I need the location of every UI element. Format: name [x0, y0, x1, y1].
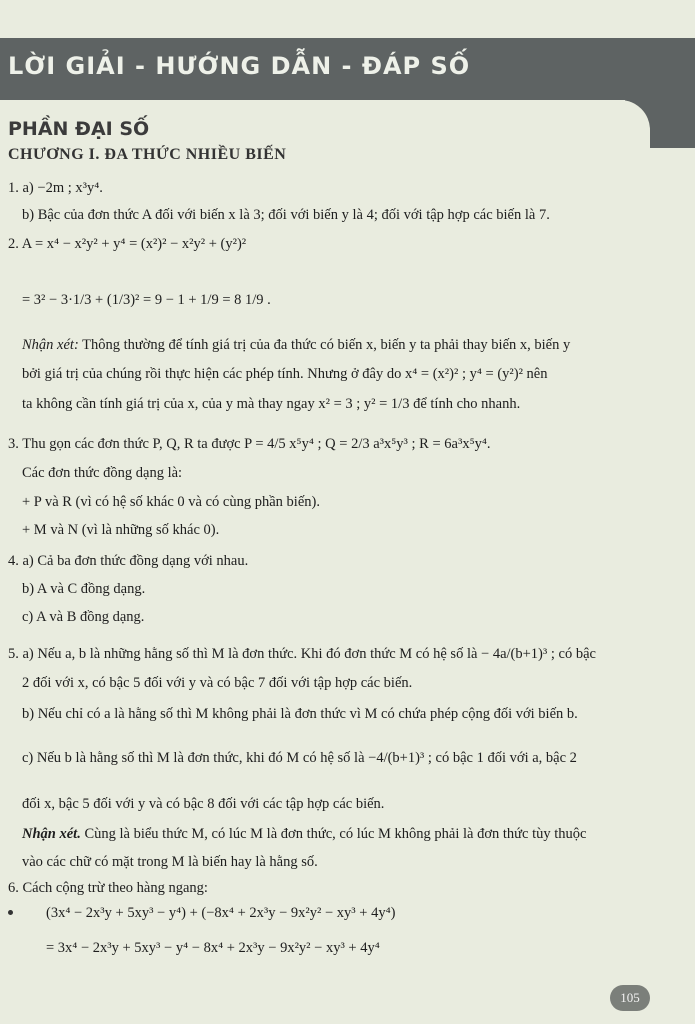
- answer-1b: b) Bậc của đơn thức A đối với biến x là 3; đối với biến y là 4; đối với tập hợp các biến là 7.: [22, 207, 550, 223]
- remark-1-label: Nhận xét:: [22, 337, 79, 353]
- answer-6c: = 3x⁴ − 2x³y + 5xy³ − y⁴ − 8x⁴ + 2x³y − 9x²y² − xy³ + 4y⁴: [46, 940, 380, 956]
- answer-3c: + P và R (vì có hệ số khác 0 và có cùng phần biến).: [22, 494, 320, 510]
- answer-5c: b) Nếu chỉ có a là hằng số thì M không phải là đơn thức vì M có chứa phép cộng đối với biến b.: [22, 706, 578, 722]
- answer-5e: đối x, bậc 5 đối với y và có bậc 8 đối với các tập hợp các biến.: [22, 796, 385, 812]
- banner-title: LỜI GIẢI - HƯỚNG DẪN - ĐÁP SỐ: [8, 52, 471, 80]
- chapter-title: CHƯƠNG I. ĐA THỨC NHIỀU BIẾN: [8, 146, 287, 163]
- bullet-icon: [8, 910, 13, 915]
- answer-5b: 2 đối với x, có bậc 5 đối với y và có bậc 7 đối với tập hợp các biến.: [22, 675, 413, 691]
- answer-5d: c) Nếu b là hằng số thì M là đơn thức, khi đó M có hệ số là −4/(b+1)³ ; có bậc 1 đối với a, bậc 2: [22, 750, 577, 766]
- part-title: PHẦN ĐẠI SỐ: [8, 118, 150, 140]
- answer-3b: Các đơn thức đồng dạng là:: [22, 465, 183, 481]
- answer-6b: (3x⁴ − 2x³y + 5xy³ − y⁴) + (−8x⁴ + 2x³y − 9x²y² − xy³ + 4y⁴): [46, 905, 396, 921]
- remark-1-line-2: bởi giá trị của chúng rồi thực hiện các phép tính. Nhưng ở đây do x⁴ = (x²)² ; y⁴ = (y²)² nên: [22, 366, 548, 382]
- answer-1a: 1. a) −2m ; x³y⁴.: [8, 180, 103, 196]
- page-number-badge: [610, 985, 650, 1011]
- answer-4a: 4. a) Cả ba đơn thức đồng dạng với nhau.: [8, 553, 249, 569]
- remark-1-line-3: ta không cần tính giá trị của x, của y mà thay ngay x² = 3 ; y² = 1/3 để tính cho nhanh.: [22, 396, 521, 412]
- remark-2-label: Nhận xét.: [22, 826, 81, 842]
- page-number: 105: [620, 990, 640, 1005]
- remark-1-text-1: Thông thường để tính giá trị của đa thức có biến x, biến y ta phải thay biến x, biến y: [78, 337, 571, 353]
- answer-2a: 2. A = x⁴ − x²y² + y⁴ = (x²)² − x²y² + (y²)²: [8, 236, 247, 252]
- answer-2b: = 3² − 3·1/3 + (1/3)² = 9 − 1 + 1/9 = 8 1/9 .: [22, 292, 271, 308]
- answer-4b: b) A và C đồng dạng.: [22, 581, 146, 597]
- answer-4c: c) A và B đồng dạng.: [22, 609, 145, 625]
- answer-5a: 5. a) Nếu a, b là những hằng số thì M là đơn thức. Khi đó đơn thức M có hệ số là − 4a/(b+1)³ ; có bậc: [8, 646, 596, 662]
- answer-3d: + M và N (vì là những số khác 0).: [22, 522, 220, 538]
- remark-2-line-2: vào các chữ có mặt trong M là biến hay là hằng số.: [22, 854, 318, 870]
- answer-3a: 3. Thu gọn các đơn thức P, Q, R ta được P = 4/5 x⁵y⁴ ; Q = 2/3 a³x⁵y³ ; R = 6a³x⁵y⁴.: [8, 436, 491, 452]
- remark-2-text-1: Cùng là biểu thức M, có lúc M là đơn thức, có lúc M không phải là đơn thức tùy thuộc: [80, 826, 587, 842]
- remark-1-line-1: [22, 337, 570, 354]
- remark-2-line-1: [22, 826, 586, 843]
- answer-6a: 6. Cách cộng trừ theo hàng ngang:: [8, 880, 208, 896]
